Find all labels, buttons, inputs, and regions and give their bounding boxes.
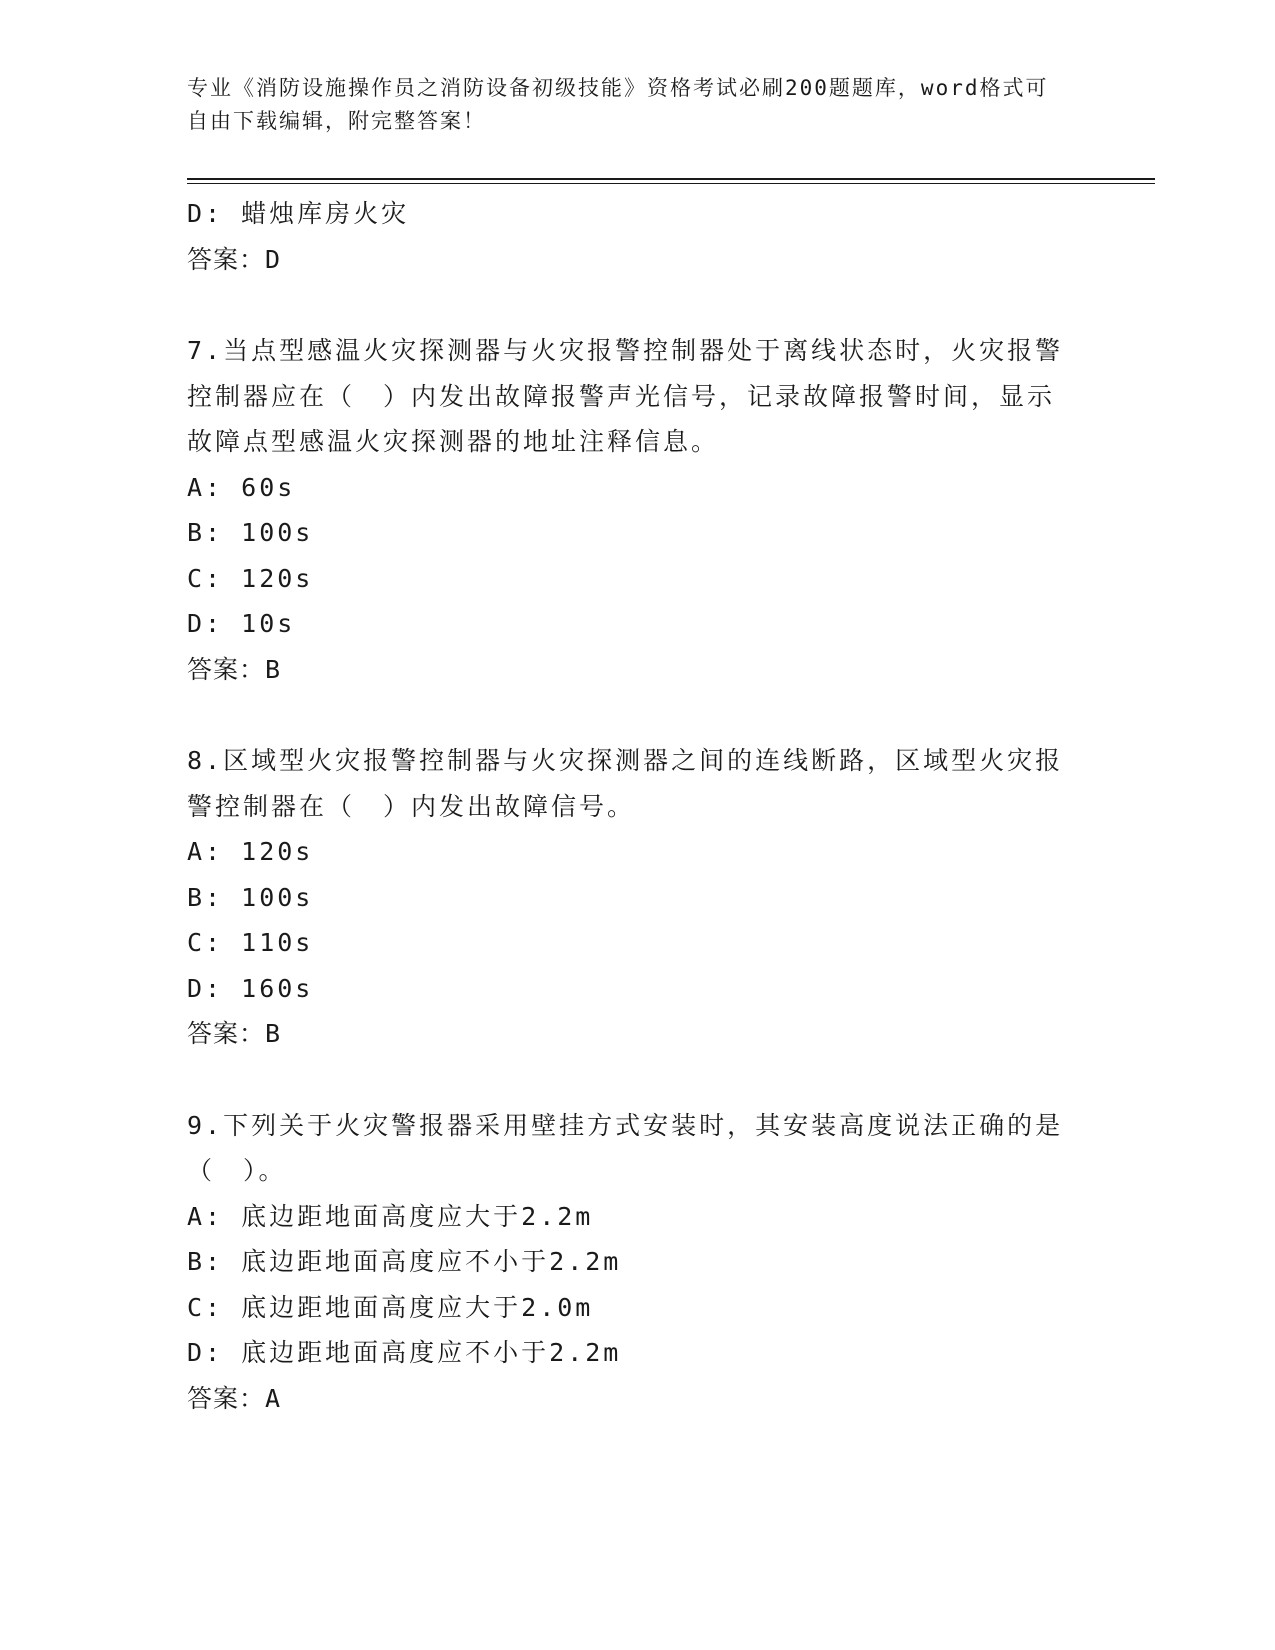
header-divider-thin [187,183,1155,184]
answer: 答案：B [187,654,282,684]
option-d: D: 10s [187,609,296,638]
answer: 答案：B [187,1019,282,1048]
option-b: B: 100s [187,518,314,547]
option-a: A: 60s [187,472,296,502]
question-stem: 9.下列关于火灾警报器采用壁挂方式安装时，其安装高度说法正确的是（ ）。 [187,1110,1064,1185]
option-d: D: 160s [187,973,314,1003]
question-stem: 7.当点型感温火灾探测器与火灾报警控制器处于离线状态时，火灾报警控制器应在（ ）内发出故障报警声光信号，记录故障报警时间，显示故障点型感温火灾探测器的地址注释信息。 [187,336,1064,456]
document-body [187,191,1067,1421]
option-b: B: 底边距地面高度应不小于2.2m [187,1247,622,1276]
option-d: D: 底边距地面高度应不小于2.2m [187,1338,622,1367]
page-header: 专业《消防设施操作员之消防设备初级技能》资格考试必刷200题题库，word格式可自由下载编辑，附完整答案！ [187,76,1049,133]
option-c: C: 底边距地面高度应大于2.0m [187,1292,594,1322]
header-divider [187,178,1155,180]
option-c: C: 120s [187,563,314,593]
question-9 [187,1103,1067,1422]
question-stem: 8.区域型火灾报警控制器与火灾探测器之间的连线断路，区域型火灾报警控制器在（ ）内发出故障信号。 [187,746,1064,821]
option-a: A: 底边距地面高度应大于2.2m [187,1201,594,1231]
answer: 答案：D [187,244,282,274]
prev-question [187,191,1067,282]
answer: 答案：A [187,1383,282,1413]
option-a: A: 120s [187,837,314,866]
option-c: C: 110s [187,928,314,957]
question-8 [187,738,1067,1057]
option-d: D: 蜡烛库房火灾 [187,199,410,228]
question-7 [187,328,1067,692]
option-b: B: 100s [187,882,314,912]
